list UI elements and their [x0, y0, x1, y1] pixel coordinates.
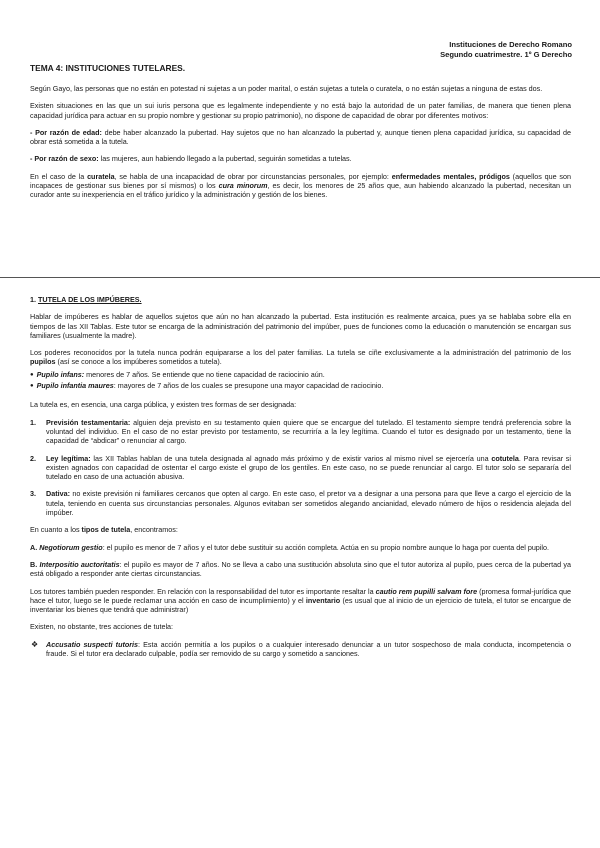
- cura-minorum-term: cura minorum: [218, 181, 268, 191]
- reason-sex-text: las mujeres, aun habiendo llegado a la pubertad, seguirán sometidas a tutelas.: [98, 154, 352, 164]
- header-semester: Segundo cuatrimestre. 1º G Derecho: [440, 49, 572, 59]
- curatela-term: curatela: [87, 171, 115, 181]
- page-title: TEMA 4: INSTITUCIONES TUTELARES.: [30, 63, 186, 73]
- type-a-paragraph: A. Negotiorum gestio: el pupilo es menor de 7 años y el tutor debe sustituir su acción completa. Actúa en su propio nombre aunque lo haga por cuenta del pupilo.: [30, 542, 549, 552]
- reason-age-text: debe haber alcanzado la pubertad. Hay sujetos que no han alcanzado la pubertad y, aunque tienen plena capacidad jurídica, su capacidad de obrar está sometida a la tutela.: [30, 127, 571, 147]
- acciones-intro: Existen, no obstante, tres acciones de tutela:: [30, 622, 174, 632]
- type-b-paragraph: B. Interpositio auctoritatis: el pupilo es mayor de 7 años. No se lleva a cabo una sustitución absoluta sino que el tutor autoriza al pupilo, pues cerca de la pubertad ya está obligado a responder ante ciertas circunstancias.: [30, 559, 572, 579]
- curatela-paragraph: En el caso de la curatela, se habla de una incapacidad de obrar por circunstancias personales, por ejemplo: enfermedades mentales, pródigos (aquellos que son incapaces de gestionar sus bienes por sí mismos) o los cura minorum, es decir, los menores de 25 años que, aun habiendo alcanzado la pubertad, necesitan un curador ante su inexperiencia en el tráfico jurídico y la administración y gestión de los bienes.: [30, 171, 572, 200]
- designation-forms-list: [30, 418, 571, 518]
- intro-section: [30, 84, 571, 208]
- reason-age: [30, 128, 571, 147]
- intro-paragraph-gayo: Según Gayo, las personas que no están en potestad ni sujetas a un poder marital, o están sujetas a tutela o curatela, o no están sujetas a ninguna de estas dos.: [30, 84, 543, 93]
- list-item: 3. Dativa: no existe previsión ni familiares cercanos que opten al cargo. En este caso, el pretor va a designar a una persona para que lleve a cargo el ejercicio de la tutela, teniendo en cuenta sus circunstancias personales. Algunos evitaban ser sometidos alegando ancianidad, elevado número de hijos o residencia alejada del impúber.: [30, 489, 571, 518]
- pupilos-term: pupilos: [30, 357, 56, 367]
- reason-sex-label: - Por razón de sexo:: [30, 154, 99, 164]
- responsabilidad-paragraph: Los tutores también pueden responder. En relación con la responsabilidad del tutor es importante resaltar la cautio rem pupilli salvam fore (promesa formal-jurídica que hace el tutor, luego se le puede reclamar una acción en caso de incumplimiento) y el inventario (es usual que al inicio de un ejercicio de tutela, el tutor se encargue de inventariar los bienes que tendrá que administrar): [30, 586, 571, 615]
- diamond-bullet-icon: ❖: [31, 639, 39, 649]
- section-divider: [0, 277, 600, 278]
- section-title: TUTELA DE LOS IMPÚBERES.: [38, 295, 142, 304]
- list-item: ● Pupilo infans: menores de 7 años. Se entiende que no tiene capacidad de raciocinio aún.: [30, 370, 571, 381]
- list-item: 1. Previsión testamentaria: alguien deja previsto en su testamento quien quiere que se encargue del tutelado. El testamento siempre tendrá preferencia sobre la voluntad del individuo. En el caso de no estar previsto por testamento, se recurriría a la ley legítima. Cuando el tutor es designado por un testamento, tiene la capacidad de “abdicar” o renunciar al cargo.: [30, 417, 571, 446]
- reason-sex: [30, 154, 571, 163]
- intro-paragraph-sui-iuris: Existen situaciones en las que un sui iuris persona que es legalmente independiente y no está bajo la autoridad de un pater familias, de manera que tienen plena capacidad jurídica para actuar en su propio nombre y gestionar su propio patrimonio), no dispone de capacidad de obrar por diferentes motivos:: [30, 101, 571, 120]
- section-tutela-impuberes: [30, 295, 571, 658]
- section-heading: 1. TUTELA DE LOS IMPÚBERES.: [30, 295, 142, 304]
- impuberes-paragraph: Hablar de impúberes es hablar de aquellos sujetos que aún no han alcanzado la pubertad. Esta institución es realmente arcaica, pues ya se hablaba sobre ella en tiempos de las XII Tablas. Este tutor se encarga de la administración del patrimonio del impúber, pues de funciones como la educación o manutención se encargan sus familiares (usualmente la madre).: [30, 312, 571, 340]
- accusatio-item: ❖ Accusatio suspecti tutoris: Esta acción permitía a los pupilos o a cualquier interesado denunciar a un tutor sospechoso de mala conducta, incompetencia o fraude. Si el tutor era declarado culpable, podía ser removido de su cargo y sometido a sanciones.: [31, 639, 571, 659]
- carga-publica-paragraph: La tutela es, en esencia, una carga pública, y existen tres formas de ser designada:: [30, 400, 297, 410]
- pupil-types-list: [30, 370, 571, 393]
- running-header: [440, 40, 572, 59]
- list-item: ● Pupilo infantia maures: mayores de 7 años de los cuales se presupone una mayor capacidad de raciocinio.: [30, 381, 571, 392]
- list-item: 2. Ley legítima: las XII Tablas hablan de una tutela designada al agnado más próximo y de existir varios al mismo nivel se ejercería una cotutela. Para revisar si existen agnados con capacidad de ostentar el cargo existe el grupo de los gentiles. En este caso, no se puede renunciar al cargo. El tutor solo se separaría del tutelado en caso de una actuación abusiva.: [30, 453, 571, 482]
- enfermedades-term: enfermedades mentales, pródigos: [391, 171, 510, 181]
- header-course: Instituciones de Derecho Romano: [449, 40, 572, 49]
- poderes-paragraph: Los poderes reconocidos por la tutela nunca podrán equipararse a los del pater familias. La tutela se ciñe exclusivamente a la administración del patrimonio de los pupilos (así se conoce a los impúberes sometidos a tutela).: [30, 348, 571, 367]
- reason-age-label: - Por razón de edad:: [30, 127, 102, 137]
- tipos-tutela-paragraph: En cuanto a los tipos de tutela, encontramos:: [30, 525, 178, 535]
